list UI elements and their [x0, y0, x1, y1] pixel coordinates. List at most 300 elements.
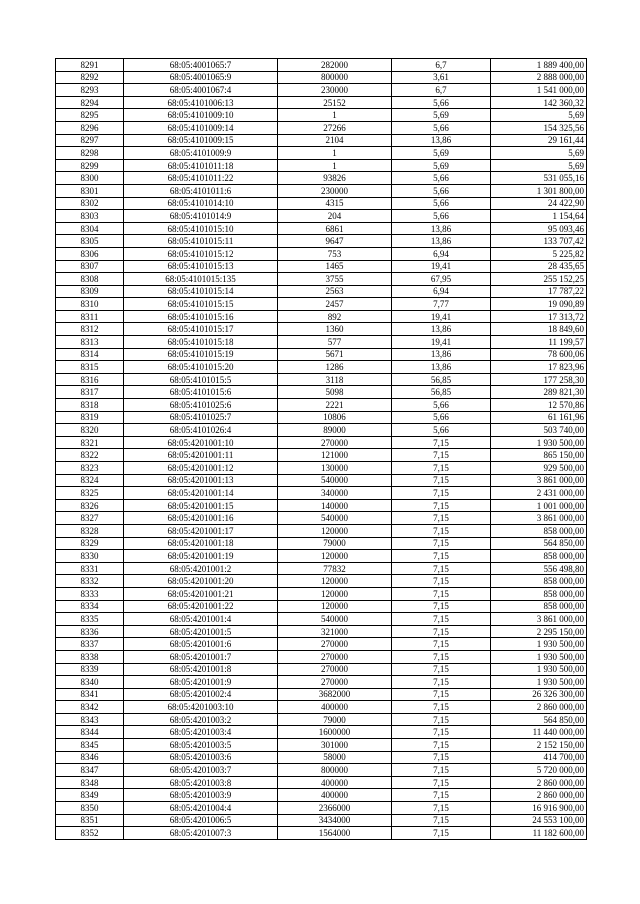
area-cell: 93826 [278, 172, 392, 185]
cadastral-number-cell: 68:05:4001065:9 [124, 71, 278, 84]
amount-cell: 29 161,44 [491, 134, 587, 147]
cadastral-number-cell: 68:05:4201001:4 [124, 613, 278, 626]
area-cell: 120000 [278, 600, 392, 613]
amount-cell: 17 313,72 [491, 310, 587, 323]
cadastral-number-cell: 68:05:4201001:19 [124, 550, 278, 563]
rate-cell: 67,95 [392, 273, 491, 286]
amount-cell: 24 553 100,00 [491, 814, 587, 827]
table-row [56, 96, 587, 109]
amount-cell: 11 182 600,00 [491, 827, 587, 840]
area-cell: 270000 [278, 436, 392, 449]
table-row [56, 499, 587, 512]
cadastral-number-cell: 68:05:4201001:21 [124, 587, 278, 600]
amount-cell: 1 930 500,00 [491, 676, 587, 689]
row-number-cell: 8336 [56, 625, 124, 638]
rate-cell: 7,15 [392, 676, 491, 689]
area-cell: 753 [278, 247, 392, 260]
table-row [56, 587, 587, 600]
row-number-cell: 8315 [56, 361, 124, 374]
cadastral-number-cell: 68:05:4201001:13 [124, 474, 278, 487]
amount-cell: 858 000,00 [491, 524, 587, 537]
cadastral-number-cell: 68:05:4201001:17 [124, 524, 278, 537]
cadastral-number-cell: 68:05:4201003:7 [124, 764, 278, 777]
cadastral-number-cell: 68:05:4201001:6 [124, 638, 278, 651]
rate-cell: 5,66 [392, 96, 491, 109]
table-row [56, 562, 587, 575]
cadastral-number-cell: 68:05:4101014:9 [124, 210, 278, 223]
row-number-cell: 8345 [56, 739, 124, 752]
rate-cell: 56,85 [392, 386, 491, 399]
cadastral-number-cell: 68:05:4101015:6 [124, 386, 278, 399]
table-row [56, 222, 587, 235]
rate-cell: 7,15 [392, 575, 491, 588]
cadastral-number-cell: 68:05:4101009:10 [124, 109, 278, 122]
row-number-cell: 8302 [56, 197, 124, 210]
table-row [56, 235, 587, 248]
amount-cell: 414 700,00 [491, 751, 587, 764]
rate-cell: 3,61 [392, 71, 491, 84]
cadastral-number-cell: 68:05:4201002:4 [124, 688, 278, 701]
row-number-cell: 8293 [56, 84, 124, 97]
area-cell: 120000 [278, 587, 392, 600]
rate-cell: 7,15 [392, 814, 491, 827]
rate-cell: 7,15 [392, 802, 491, 815]
area-cell: 89000 [278, 424, 392, 437]
row-number-cell: 8311 [56, 310, 124, 323]
amount-cell: 2 860 000,00 [491, 789, 587, 802]
cadastral-number-cell: 68:05:4201001:12 [124, 462, 278, 475]
row-number-cell: 8328 [56, 524, 124, 537]
table-row [56, 524, 587, 537]
row-number-cell: 8325 [56, 487, 124, 500]
row-number-cell: 8346 [56, 751, 124, 764]
table-row [56, 210, 587, 223]
area-cell: 400000 [278, 701, 392, 714]
area-cell: 577 [278, 336, 392, 349]
table-row [56, 84, 587, 97]
table-row [56, 121, 587, 134]
cadastral-number-cell: 68:05:4101009:9 [124, 147, 278, 160]
table-row [56, 537, 587, 550]
rate-cell: 7,15 [392, 613, 491, 626]
area-cell: 2366000 [278, 802, 392, 815]
area-cell: 1286 [278, 361, 392, 374]
rate-cell: 5,66 [392, 197, 491, 210]
row-number-cell: 8349 [56, 789, 124, 802]
cadastral-number-cell: 68:05:4201001:10 [124, 436, 278, 449]
table-row [56, 71, 587, 84]
table-row [56, 512, 587, 525]
row-number-cell: 8334 [56, 600, 124, 613]
rate-cell: 7,15 [392, 751, 491, 764]
rate-cell: 7,15 [392, 562, 491, 575]
table-row [56, 184, 587, 197]
amount-cell: 564 850,00 [491, 713, 587, 726]
amount-cell: 5,69 [491, 159, 587, 172]
area-cell: 2563 [278, 285, 392, 298]
table-row [56, 247, 587, 260]
table-row [56, 751, 587, 764]
cadastral-number-cell: 68:05:4201003:2 [124, 713, 278, 726]
amount-cell: 17 787,22 [491, 285, 587, 298]
amount-cell: 858 000,00 [491, 550, 587, 563]
rate-cell: 7,15 [392, 625, 491, 638]
rate-cell: 7,15 [392, 688, 491, 701]
rate-cell: 5,66 [392, 172, 491, 185]
cadastral-number-cell: 68:05:4101025:7 [124, 411, 278, 424]
area-cell: 892 [278, 310, 392, 323]
area-cell: 1564000 [278, 827, 392, 840]
amount-cell: 95 093,46 [491, 222, 587, 235]
amount-cell: 3 861 000,00 [491, 474, 587, 487]
amount-cell: 142 360,32 [491, 96, 587, 109]
amount-cell: 16 916 900,00 [491, 802, 587, 815]
area-cell: 25152 [278, 96, 392, 109]
row-number-cell: 8352 [56, 827, 124, 840]
cadastral-number-cell: 68:05:4101015:14 [124, 285, 278, 298]
table-row [56, 550, 587, 563]
table-row [56, 814, 587, 827]
rate-cell: 13,86 [392, 348, 491, 361]
area-cell: 3682000 [278, 688, 392, 701]
table-row [56, 134, 587, 147]
amount-cell: 17 823,96 [491, 361, 587, 374]
cadastral-number-cell: 68:05:4101015:20 [124, 361, 278, 374]
table-row [56, 650, 587, 663]
area-cell: 120000 [278, 575, 392, 588]
area-cell: 301000 [278, 739, 392, 752]
row-number-cell: 8343 [56, 713, 124, 726]
row-number-cell: 8317 [56, 386, 124, 399]
table-row [56, 424, 587, 437]
area-cell: 400000 [278, 776, 392, 789]
cadastral-number-cell: 68:05:4201001:9 [124, 676, 278, 689]
cadastral-value-table [55, 58, 587, 840]
area-cell: 800000 [278, 71, 392, 84]
rate-cell: 5,66 [392, 210, 491, 223]
amount-cell: 1 001 000,00 [491, 499, 587, 512]
row-number-cell: 8319 [56, 411, 124, 424]
area-cell: 1 [278, 159, 392, 172]
rate-cell: 13,86 [392, 222, 491, 235]
amount-cell: 177 258,30 [491, 373, 587, 386]
row-number-cell: 8335 [56, 613, 124, 626]
amount-cell: 18 849,60 [491, 323, 587, 336]
rate-cell: 7,77 [392, 298, 491, 311]
cadastral-number-cell: 68:05:4201006:5 [124, 814, 278, 827]
cadastral-number-cell: 68:05:4201004:4 [124, 802, 278, 815]
table-row [56, 59, 587, 72]
table-row [56, 638, 587, 651]
rate-cell: 19,41 [392, 260, 491, 273]
cadastral-number-cell: 68:05:4101011:18 [124, 159, 278, 172]
area-cell: 3755 [278, 273, 392, 286]
rate-cell: 7,15 [392, 550, 491, 563]
rate-cell: 6,7 [392, 59, 491, 72]
rate-cell: 19,41 [392, 310, 491, 323]
area-cell: 121000 [278, 449, 392, 462]
area-cell: 140000 [278, 499, 392, 512]
rate-cell: 5,66 [392, 184, 491, 197]
table-row [56, 613, 587, 626]
table-row [56, 197, 587, 210]
area-cell: 540000 [278, 474, 392, 487]
area-cell: 4315 [278, 197, 392, 210]
table-row [56, 348, 587, 361]
amount-cell: 556 498,80 [491, 562, 587, 575]
amount-cell: 2 860 000,00 [491, 701, 587, 714]
cadastral-number-cell: 68:05:4101015:17 [124, 323, 278, 336]
amount-cell: 2 295 150,00 [491, 625, 587, 638]
row-number-cell: 8326 [56, 499, 124, 512]
cadastral-number-cell: 68:05:4101015:10 [124, 222, 278, 235]
cadastral-number-cell: 68:05:4201003:4 [124, 726, 278, 739]
area-cell: 400000 [278, 789, 392, 802]
rate-cell: 5,69 [392, 159, 491, 172]
row-number-cell: 8344 [56, 726, 124, 739]
row-number-cell: 8333 [56, 587, 124, 600]
cadastral-number-cell: 68:05:4201001:22 [124, 600, 278, 613]
row-number-cell: 8347 [56, 764, 124, 777]
amount-cell: 19 090,89 [491, 298, 587, 311]
rate-cell: 7,15 [392, 663, 491, 676]
rate-cell: 7,15 [392, 499, 491, 512]
area-cell: 540000 [278, 512, 392, 525]
cadastral-number-cell: 68:05:4201001:15 [124, 499, 278, 512]
cadastral-number-cell: 68:05:4201001:2 [124, 562, 278, 575]
amount-cell: 289 821,30 [491, 386, 587, 399]
row-number-cell: 8338 [56, 650, 124, 663]
rate-cell: 7,15 [392, 436, 491, 449]
row-number-cell: 8330 [56, 550, 124, 563]
cadastral-number-cell: 68:05:4201003:8 [124, 776, 278, 789]
table-row [56, 373, 587, 386]
table-row [56, 575, 587, 588]
amount-cell: 28 435,65 [491, 260, 587, 273]
cadastral-number-cell: 68:05:4001067:4 [124, 84, 278, 97]
row-number-cell: 8331 [56, 562, 124, 575]
table-row [56, 776, 587, 789]
rate-cell: 7,15 [392, 789, 491, 802]
area-cell: 1 [278, 109, 392, 122]
table-row [56, 399, 587, 412]
cadastral-number-cell: 68:05:4101015:12 [124, 247, 278, 260]
row-number-cell: 8314 [56, 348, 124, 361]
row-number-cell: 8297 [56, 134, 124, 147]
row-number-cell: 8320 [56, 424, 124, 437]
area-cell: 5671 [278, 348, 392, 361]
area-cell: 3434000 [278, 814, 392, 827]
amount-cell: 133 707,42 [491, 235, 587, 248]
rate-cell: 7,15 [392, 739, 491, 752]
row-number-cell: 8300 [56, 172, 124, 185]
rate-cell: 13,86 [392, 361, 491, 374]
cadastral-number-cell: 68:05:4201001:7 [124, 650, 278, 663]
area-cell: 340000 [278, 487, 392, 500]
cadastral-number-cell: 68:05:4201001:8 [124, 663, 278, 676]
amount-cell: 61 161,96 [491, 411, 587, 424]
row-number-cell: 8321 [56, 436, 124, 449]
amount-cell: 865 150,00 [491, 449, 587, 462]
amount-cell: 564 850,00 [491, 537, 587, 550]
cadastral-number-cell: 68:05:4201001:5 [124, 625, 278, 638]
table-body [56, 59, 587, 840]
area-cell: 2221 [278, 399, 392, 412]
table-row [56, 676, 587, 689]
amount-cell: 858 000,00 [491, 600, 587, 613]
amount-cell: 2 860 000,00 [491, 776, 587, 789]
area-cell: 270000 [278, 650, 392, 663]
area-cell: 1360 [278, 323, 392, 336]
rate-cell: 6,94 [392, 247, 491, 260]
row-number-cell: 8296 [56, 121, 124, 134]
row-number-cell: 8308 [56, 273, 124, 286]
row-number-cell: 8332 [56, 575, 124, 588]
row-number-cell: 8348 [56, 776, 124, 789]
table-row [56, 764, 587, 777]
table-row [56, 474, 587, 487]
row-number-cell: 8310 [56, 298, 124, 311]
rate-cell: 7,15 [392, 487, 491, 500]
row-number-cell: 8291 [56, 59, 124, 72]
rate-cell: 6,7 [392, 84, 491, 97]
rate-cell: 13,86 [392, 323, 491, 336]
table-row [56, 713, 587, 726]
row-number-cell: 8299 [56, 159, 124, 172]
row-number-cell: 8337 [56, 638, 124, 651]
rate-cell: 7,15 [392, 827, 491, 840]
amount-cell: 5 720 000,00 [491, 764, 587, 777]
table-row [56, 109, 587, 122]
cadastral-number-cell: 68:05:4201001:14 [124, 487, 278, 500]
row-number-cell: 8294 [56, 96, 124, 109]
area-cell: 58000 [278, 751, 392, 764]
cadastral-number-cell: 68:05:4201003:10 [124, 701, 278, 714]
table-row [56, 802, 587, 815]
amount-cell: 531 055,16 [491, 172, 587, 185]
cadastral-number-cell: 68:05:4101026:4 [124, 424, 278, 437]
amount-cell: 3 861 000,00 [491, 613, 587, 626]
area-cell: 282000 [278, 59, 392, 72]
rate-cell: 6,94 [392, 285, 491, 298]
cadastral-number-cell: 68:05:4101015:13 [124, 260, 278, 273]
table-row [56, 386, 587, 399]
amount-cell: 11 199,57 [491, 336, 587, 349]
table-row [56, 789, 587, 802]
cadastral-number-cell: 68:05:4001065:7 [124, 59, 278, 72]
cadastral-number-cell: 68:05:4101015:19 [124, 348, 278, 361]
rate-cell: 13,86 [392, 235, 491, 248]
table-row [56, 361, 587, 374]
cadastral-number-cell: 68:05:4101014:10 [124, 197, 278, 210]
rate-cell: 7,15 [392, 512, 491, 525]
amount-cell: 255 152,25 [491, 273, 587, 286]
area-cell: 120000 [278, 524, 392, 537]
cadastral-number-cell: 68:05:4201007:3 [124, 827, 278, 840]
amount-cell: 2 888 000,00 [491, 71, 587, 84]
row-number-cell: 8301 [56, 184, 124, 197]
row-number-cell: 8350 [56, 802, 124, 815]
table-row [56, 739, 587, 752]
area-cell: 800000 [278, 764, 392, 777]
cadastral-number-cell: 68:05:4101015:18 [124, 336, 278, 349]
rate-cell: 7,15 [392, 726, 491, 739]
table-row [56, 701, 587, 714]
cadastral-number-cell: 68:05:4101015:16 [124, 310, 278, 323]
row-number-cell: 8295 [56, 109, 124, 122]
table-row [56, 260, 587, 273]
cadastral-number-cell: 68:05:4101015:11 [124, 235, 278, 248]
row-number-cell: 8304 [56, 222, 124, 235]
area-cell: 130000 [278, 462, 392, 475]
rate-cell: 7,15 [392, 713, 491, 726]
row-number-cell: 8340 [56, 676, 124, 689]
cadastral-number-cell: 68:05:4201003:5 [124, 739, 278, 752]
amount-cell: 1 930 500,00 [491, 650, 587, 663]
amount-cell: 1 930 500,00 [491, 436, 587, 449]
area-cell: 2457 [278, 298, 392, 311]
rate-cell: 7,15 [392, 449, 491, 462]
table-row [56, 600, 587, 613]
area-cell: 1 [278, 147, 392, 160]
amount-cell: 3 861 000,00 [491, 512, 587, 525]
rate-cell: 7,15 [392, 587, 491, 600]
area-cell: 230000 [278, 184, 392, 197]
table-row [56, 487, 587, 500]
amount-cell: 929 500,00 [491, 462, 587, 475]
area-cell: 6861 [278, 222, 392, 235]
amount-cell: 2 431 000,00 [491, 487, 587, 500]
cadastral-number-cell: 68:05:4101015:15 [124, 298, 278, 311]
row-number-cell: 8339 [56, 663, 124, 676]
row-number-cell: 8312 [56, 323, 124, 336]
table-row [56, 172, 587, 185]
row-number-cell: 8305 [56, 235, 124, 248]
row-number-cell: 8341 [56, 688, 124, 701]
cadastral-number-cell: 68:05:4201001:18 [124, 537, 278, 550]
row-number-cell: 8351 [56, 814, 124, 827]
cadastral-number-cell: 68:05:4201001:11 [124, 449, 278, 462]
amount-cell: 5,69 [491, 147, 587, 160]
row-number-cell: 8303 [56, 210, 124, 223]
cadastral-number-cell: 68:05:4101015:5 [124, 373, 278, 386]
rate-cell: 7,15 [392, 701, 491, 714]
rate-cell: 7,15 [392, 537, 491, 550]
cadastral-number-cell: 68:05:4101009:14 [124, 121, 278, 134]
row-number-cell: 8306 [56, 247, 124, 260]
area-cell: 1600000 [278, 726, 392, 739]
amount-cell: 154 325,56 [491, 121, 587, 134]
amount-cell: 26 326 300,00 [491, 688, 587, 701]
row-number-cell: 8313 [56, 336, 124, 349]
area-cell: 540000 [278, 613, 392, 626]
table-row [56, 411, 587, 424]
amount-cell: 1 154,64 [491, 210, 587, 223]
rate-cell: 5,69 [392, 147, 491, 160]
rate-cell: 7,15 [392, 474, 491, 487]
area-cell: 9647 [278, 235, 392, 248]
cadastral-number-cell: 68:05:4101006:13 [124, 96, 278, 109]
table-row [56, 462, 587, 475]
rate-cell: 7,15 [392, 638, 491, 651]
table-row [56, 323, 587, 336]
row-number-cell: 8327 [56, 512, 124, 525]
rate-cell: 5,66 [392, 411, 491, 424]
rate-cell: 7,15 [392, 524, 491, 537]
cadastral-number-cell: 68:05:4101011:6 [124, 184, 278, 197]
area-cell: 10806 [278, 411, 392, 424]
area-cell: 270000 [278, 676, 392, 689]
